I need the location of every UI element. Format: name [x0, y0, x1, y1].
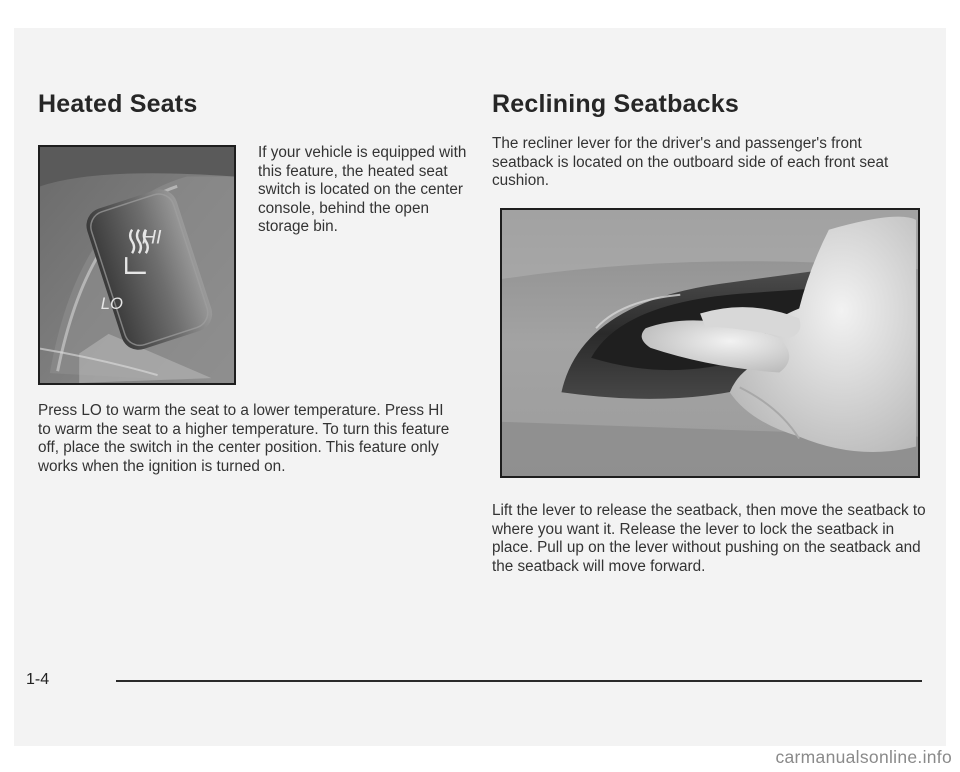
recliner-lever-photo: [500, 208, 920, 478]
recliner-lever-illustration: [502, 210, 918, 476]
heated-seats-title: Heated Seats: [38, 90, 198, 118]
footer-rule: [116, 680, 922, 682]
heated-seat-switch-illustration: [40, 147, 234, 383]
heated-seat-switch-photo: [38, 145, 236, 385]
heated-seats-side-text: If your vehicle is equipped with this feature, the heated seat switch is located on the center console, behind the open storage bin.: [258, 144, 467, 235]
reclining-seatbacks-intro: The recliner lever for the driver's and passenger's front seatback is located on the outboard side of each front seat cushion.: [492, 135, 889, 189]
reclining-seatbacks-body: Lift the lever to release the seatback, then move the seatback to where you want it. Release the lever to lock the seatback in place. Pull up on the lever without pushing on the seatback and the seatback will move forward.: [492, 502, 926, 575]
page-number: 1-4: [26, 671, 50, 688]
hi-label: HI: [141, 226, 162, 249]
watermark: carmanualsonline.info: [775, 747, 952, 767]
heated-seats-body: Press LO to warm the seat to a lower temperature. Press HI to warm the seat to a higher temperature. To turn this feature off, place the switch in the center position. This feature only works when the ignition is turned on.: [38, 402, 450, 475]
lo-label: LO: [100, 294, 123, 314]
reclining-seatbacks-title: Reclining Seatbacks: [492, 90, 739, 118]
